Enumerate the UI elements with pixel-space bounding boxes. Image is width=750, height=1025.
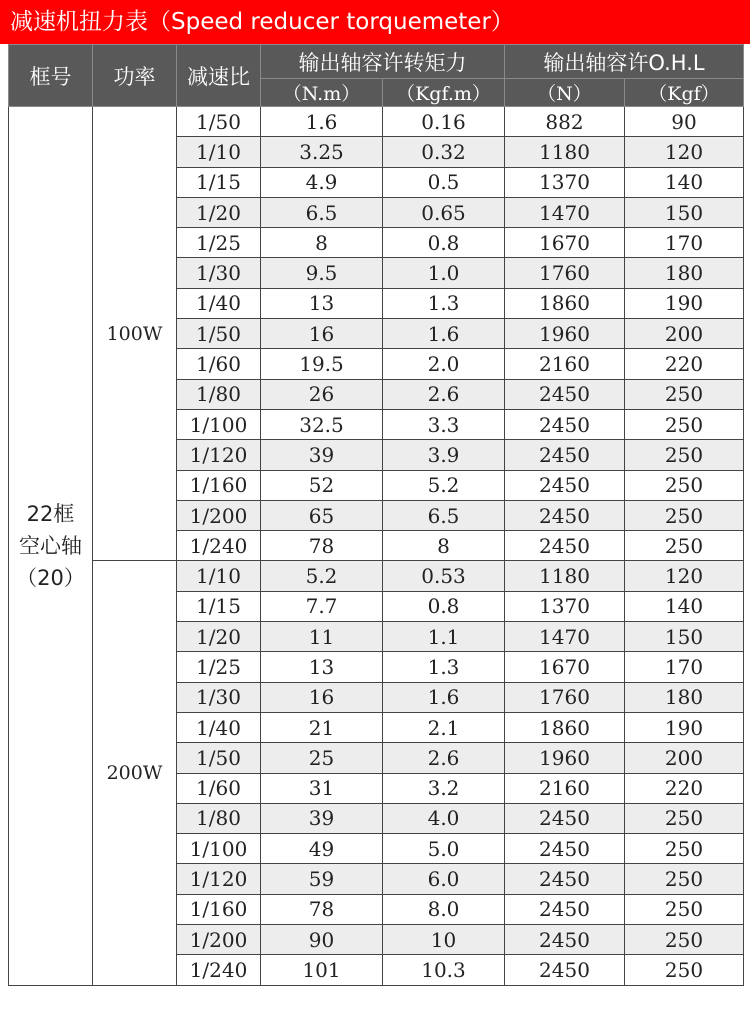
torque-kgfm-cell: 6.5	[383, 500, 505, 530]
torque-kgfm-cell: 2.6	[383, 379, 505, 409]
torque-nm-cell: 1.6	[261, 107, 383, 137]
header-torque-kgfm: （Kgf.m）	[383, 79, 505, 107]
torque-nm-cell: 11	[261, 622, 383, 652]
torque-kgfm-cell: 8	[383, 531, 505, 561]
ohl-n-cell: 1370	[505, 167, 625, 197]
ohl-kgf-cell: 150	[625, 197, 744, 227]
ohl-kgf-cell: 200	[625, 319, 744, 349]
ohl-kgf-cell: 220	[625, 349, 744, 379]
ohl-kgf-cell: 250	[625, 834, 744, 864]
table-row	[9, 107, 744, 137]
torque-kgfm-cell: 0.32	[383, 137, 505, 167]
ratio-cell: 1/25	[177, 228, 261, 258]
ohl-n-cell: 2450	[505, 470, 625, 500]
ohl-n-cell: 1670	[505, 652, 625, 682]
ohl-kgf-cell: 190	[625, 288, 744, 318]
ohl-kgf-cell: 250	[625, 440, 744, 470]
ratio-cell: 1/50	[177, 743, 261, 773]
ratio-cell: 1/50	[177, 107, 261, 137]
frame-cell	[9, 107, 93, 986]
ohl-kgf-cell: 120	[625, 561, 744, 591]
torque-nm-cell: 8	[261, 228, 383, 258]
ohl-n-cell: 2450	[505, 440, 625, 470]
ohl-n-cell: 2450	[505, 379, 625, 409]
ohl-kgf-cell: 250	[625, 379, 744, 409]
ratio-cell: 1/160	[177, 894, 261, 924]
ohl-n-cell: 1960	[505, 743, 625, 773]
ohl-n-cell: 1670	[505, 228, 625, 258]
torque-nm-cell: 3.25	[261, 137, 383, 167]
ohl-kgf-cell: 170	[625, 652, 744, 682]
header-ohl: 输出轴容许O.H.L	[505, 45, 744, 79]
ratio-cell: 1/40	[177, 712, 261, 742]
ohl-n-cell: 2450	[505, 864, 625, 894]
torque-kgfm-cell: 10.3	[383, 955, 505, 985]
ohl-n-cell: 1370	[505, 591, 625, 621]
header-torque-nm: （N.m）	[261, 79, 383, 107]
ohl-kgf-cell: 250	[625, 864, 744, 894]
ohl-kgf-cell: 250	[625, 803, 744, 833]
torque-nm-cell: 9.5	[261, 258, 383, 288]
table-body	[9, 107, 744, 986]
ohl-kgf-cell: 170	[625, 228, 744, 258]
ratio-cell: 1/120	[177, 864, 261, 894]
ratio-cell: 1/15	[177, 591, 261, 621]
power-cell: 200W	[93, 561, 177, 985]
ohl-kgf-cell: 250	[625, 955, 744, 985]
ohl-kgf-cell: 200	[625, 743, 744, 773]
ohl-n-cell: 1860	[505, 288, 625, 318]
torque-kgfm-cell: 1.1	[383, 622, 505, 652]
header-ratio: 减速比	[177, 45, 261, 107]
ohl-n-cell: 2450	[505, 894, 625, 924]
torque-nm-cell: 5.2	[261, 561, 383, 591]
ratio-cell: 1/200	[177, 500, 261, 530]
ohl-kgf-cell: 150	[625, 622, 744, 652]
ohl-n-cell: 1860	[505, 712, 625, 742]
torque-nm-cell: 26	[261, 379, 383, 409]
page-title: 减速机扭力表（Speed reducer torquemeter）	[0, 0, 750, 44]
torque-nm-cell: 7.7	[261, 591, 383, 621]
torque-kgfm-cell: 0.65	[383, 197, 505, 227]
table-header	[9, 45, 744, 107]
ratio-cell: 1/80	[177, 379, 261, 409]
ratio-cell: 1/30	[177, 682, 261, 712]
ratio-cell: 1/100	[177, 834, 261, 864]
ohl-kgf-cell: 180	[625, 258, 744, 288]
torque-nm-cell: 39	[261, 803, 383, 833]
torque-nm-cell: 13	[261, 652, 383, 682]
torque-kgfm-cell: 10	[383, 925, 505, 955]
ratio-cell: 1/200	[177, 925, 261, 955]
torque-kgfm-cell: 3.9	[383, 440, 505, 470]
ohl-n-cell: 2450	[505, 531, 625, 561]
ohl-kgf-cell: 140	[625, 167, 744, 197]
ohl-n-cell: 2160	[505, 349, 625, 379]
ohl-kgf-cell: 250	[625, 925, 744, 955]
torque-nm-cell: 32.5	[261, 409, 383, 439]
torque-kgfm-cell: 1.3	[383, 288, 505, 318]
torque-kgfm-cell: 5.2	[383, 470, 505, 500]
torque-nm-cell: 21	[261, 712, 383, 742]
ratio-cell: 1/80	[177, 803, 261, 833]
torque-nm-cell: 19.5	[261, 349, 383, 379]
ratio-cell: 1/160	[177, 470, 261, 500]
ratio-cell: 1/15	[177, 167, 261, 197]
ratio-cell: 1/240	[177, 531, 261, 561]
torque-nm-cell: 90	[261, 925, 383, 955]
torque-kgfm-cell: 1.0	[383, 258, 505, 288]
torque-nm-cell: 59	[261, 864, 383, 894]
torque-nm-cell: 52	[261, 470, 383, 500]
ohl-n-cell: 882	[505, 107, 625, 137]
torque-nm-cell: 31	[261, 773, 383, 803]
ohl-kgf-cell: 250	[625, 894, 744, 924]
ohl-n-cell: 1760	[505, 258, 625, 288]
ohl-kgf-cell: 140	[625, 591, 744, 621]
torque-kgfm-cell: 1.6	[383, 319, 505, 349]
ratio-cell: 1/20	[177, 197, 261, 227]
ratio-cell: 1/60	[177, 773, 261, 803]
torque-kgfm-cell: 2.0	[383, 349, 505, 379]
ohl-n-cell: 1470	[505, 622, 625, 652]
torque-kgfm-cell: 2.6	[383, 743, 505, 773]
torque-kgfm-cell: 5.0	[383, 834, 505, 864]
torque-table-container	[8, 44, 743, 986]
ratio-cell: 1/50	[177, 319, 261, 349]
header-ohl-kgf: （Kgf）	[625, 79, 744, 107]
ratio-cell: 1/30	[177, 258, 261, 288]
ohl-kgf-cell: 190	[625, 712, 744, 742]
torque-kgfm-cell: 0.5	[383, 167, 505, 197]
ohl-kgf-cell: 250	[625, 470, 744, 500]
header-ohl-n: （N）	[505, 79, 625, 107]
ohl-kgf-cell: 250	[625, 531, 744, 561]
ohl-kgf-cell: 180	[625, 682, 744, 712]
ohl-kgf-cell: 90	[625, 107, 744, 137]
power-cell: 100W	[93, 107, 177, 561]
table-row	[9, 561, 744, 591]
ohl-n-cell: 1960	[505, 319, 625, 349]
torque-kgfm-cell: 2.1	[383, 712, 505, 742]
torque-nm-cell: 4.9	[261, 167, 383, 197]
torque-nm-cell: 39	[261, 440, 383, 470]
ratio-cell: 1/10	[177, 137, 261, 167]
ohl-n-cell: 1180	[505, 561, 625, 591]
ratio-cell: 1/120	[177, 440, 261, 470]
ratio-cell: 1/20	[177, 622, 261, 652]
torque-nm-cell: 101	[261, 955, 383, 985]
ohl-n-cell: 2450	[505, 955, 625, 985]
torque-kgfm-cell: 4.0	[383, 803, 505, 833]
ratio-cell: 1/40	[177, 288, 261, 318]
torque-kgfm-cell: 0.8	[383, 228, 505, 258]
torque-nm-cell: 49	[261, 834, 383, 864]
ohl-kgf-cell: 250	[625, 409, 744, 439]
torque-kgfm-cell: 6.0	[383, 864, 505, 894]
torque-kgfm-cell: 1.3	[383, 652, 505, 682]
torque-nm-cell: 25	[261, 743, 383, 773]
torque-kgfm-cell: 8.0	[383, 894, 505, 924]
torque-nm-cell: 65	[261, 500, 383, 530]
torque-nm-cell: 16	[261, 319, 383, 349]
torque-kgfm-cell: 3.2	[383, 773, 505, 803]
ohl-kgf-cell: 120	[625, 137, 744, 167]
ohl-kgf-cell: 250	[625, 500, 744, 530]
torque-kgfm-cell: 1.6	[383, 682, 505, 712]
ohl-n-cell: 2450	[505, 834, 625, 864]
ratio-cell: 1/240	[177, 955, 261, 985]
ratio-cell: 1/100	[177, 409, 261, 439]
ratio-cell: 1/25	[177, 652, 261, 682]
torque-nm-cell: 6.5	[261, 197, 383, 227]
ratio-cell: 1/10	[177, 561, 261, 591]
frame-line2: 空心轴	[19, 533, 82, 558]
torque-kgfm-cell: 0.53	[383, 561, 505, 591]
torque-nm-cell: 13	[261, 288, 383, 318]
torque-nm-cell: 78	[261, 894, 383, 924]
ratio-cell: 1/60	[177, 349, 261, 379]
ohl-n-cell: 2450	[505, 803, 625, 833]
header-torque: 输出轴容许转矩力	[261, 45, 505, 79]
ohl-n-cell: 2450	[505, 925, 625, 955]
frame-line1: 22框	[26, 501, 75, 526]
frame-line3: （20）	[16, 565, 85, 590]
ohl-n-cell: 2450	[505, 409, 625, 439]
torque-kgfm-cell: 0.8	[383, 591, 505, 621]
ohl-n-cell: 1760	[505, 682, 625, 712]
ohl-kgf-cell: 220	[625, 773, 744, 803]
ohl-n-cell: 1470	[505, 197, 625, 227]
ohl-n-cell: 2160	[505, 773, 625, 803]
ohl-n-cell: 2450	[505, 500, 625, 530]
ohl-n-cell: 1180	[505, 137, 625, 167]
torque-nm-cell: 16	[261, 682, 383, 712]
torque-kgfm-cell: 0.16	[383, 107, 505, 137]
torque-kgfm-cell: 3.3	[383, 409, 505, 439]
torque-nm-cell: 78	[261, 531, 383, 561]
torque-table	[8, 44, 744, 986]
header-frame: 框号	[9, 45, 93, 107]
header-power: 功率	[93, 45, 177, 107]
